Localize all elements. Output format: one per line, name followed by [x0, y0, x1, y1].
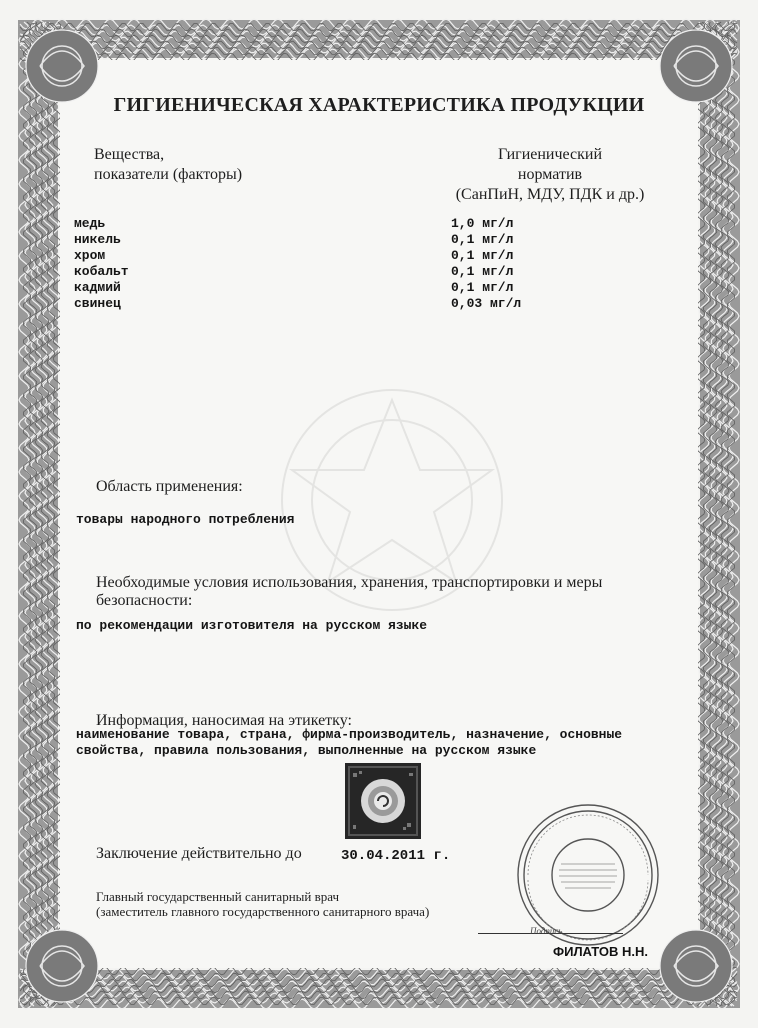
substance-name: медь: [74, 216, 106, 231]
substance-value: 1,0 мг/л: [451, 216, 514, 231]
column-header-line: (СанПиН, МДУ, ПДК и др.): [455, 186, 645, 203]
substance-value: 0,1 мг/л: [451, 280, 514, 295]
substance-name: кадмий: [74, 280, 121, 295]
substance-row: [74, 216, 574, 232]
substance-value: 0,1 мг/л: [451, 232, 514, 247]
column-header-substances: [94, 145, 242, 185]
hologram-seal: [345, 763, 421, 839]
document-title: ГИГИЕНИЧЕСКАЯ ХАРАКТЕРИСТИКА ПРОДУКЦИИ: [113, 94, 645, 116]
substance-name: хром: [74, 248, 106, 263]
labeling-label: Информация, наносимая на этикетку:: [96, 712, 352, 729]
signature-caption: Подпись: [530, 926, 563, 936]
column-header-line: Вещества,: [94, 146, 165, 163]
column-header-norm: [450, 145, 650, 205]
signatory-title: Главный государственный санитарный врач: [96, 889, 340, 904]
substance-row: [74, 264, 574, 280]
validity-date: 30.04.2011 г.: [341, 848, 451, 864]
conditions-value: по рекомендации изготовителя на русском языке: [76, 618, 428, 633]
labeling-value: свойства, правила пользования, выполненные на русском языке: [76, 743, 537, 758]
signatory-title: (заместитель главного государственного санитарного врача): [96, 904, 430, 919]
substance-row: [74, 248, 574, 264]
substance-value: 0,03 мг/л: [451, 296, 522, 311]
labeling-value: наименование товара, страна, фирма-производитель, назначение, основные: [76, 727, 623, 742]
validity-label: Заключение действительно до: [96, 845, 302, 862]
column-header-line: норматив: [517, 166, 583, 183]
substance-name: кобальт: [74, 264, 129, 279]
substance-row: [74, 280, 574, 296]
substance-name: свинец: [74, 296, 121, 311]
substance-row: [74, 232, 574, 248]
conditions-label: Необходимые условия использования, хранения, транспортировки и меры: [96, 574, 603, 591]
substance-value: 0,1 мг/л: [451, 248, 514, 263]
scope-value: товары народного потребления: [76, 512, 295, 527]
signatory-name: ФИЛАТОВ Н.Н.: [553, 944, 649, 959]
column-header-line: показатели (факторы): [94, 166, 243, 183]
conditions-label: безопасности:: [96, 592, 193, 609]
substance-row: [74, 296, 574, 312]
scope-label: Область применения:: [96, 478, 243, 495]
substance-value: 0,1 мг/л: [451, 264, 514, 279]
column-header-line: Гигиенический: [497, 146, 603, 163]
substance-name: никель: [74, 232, 121, 247]
